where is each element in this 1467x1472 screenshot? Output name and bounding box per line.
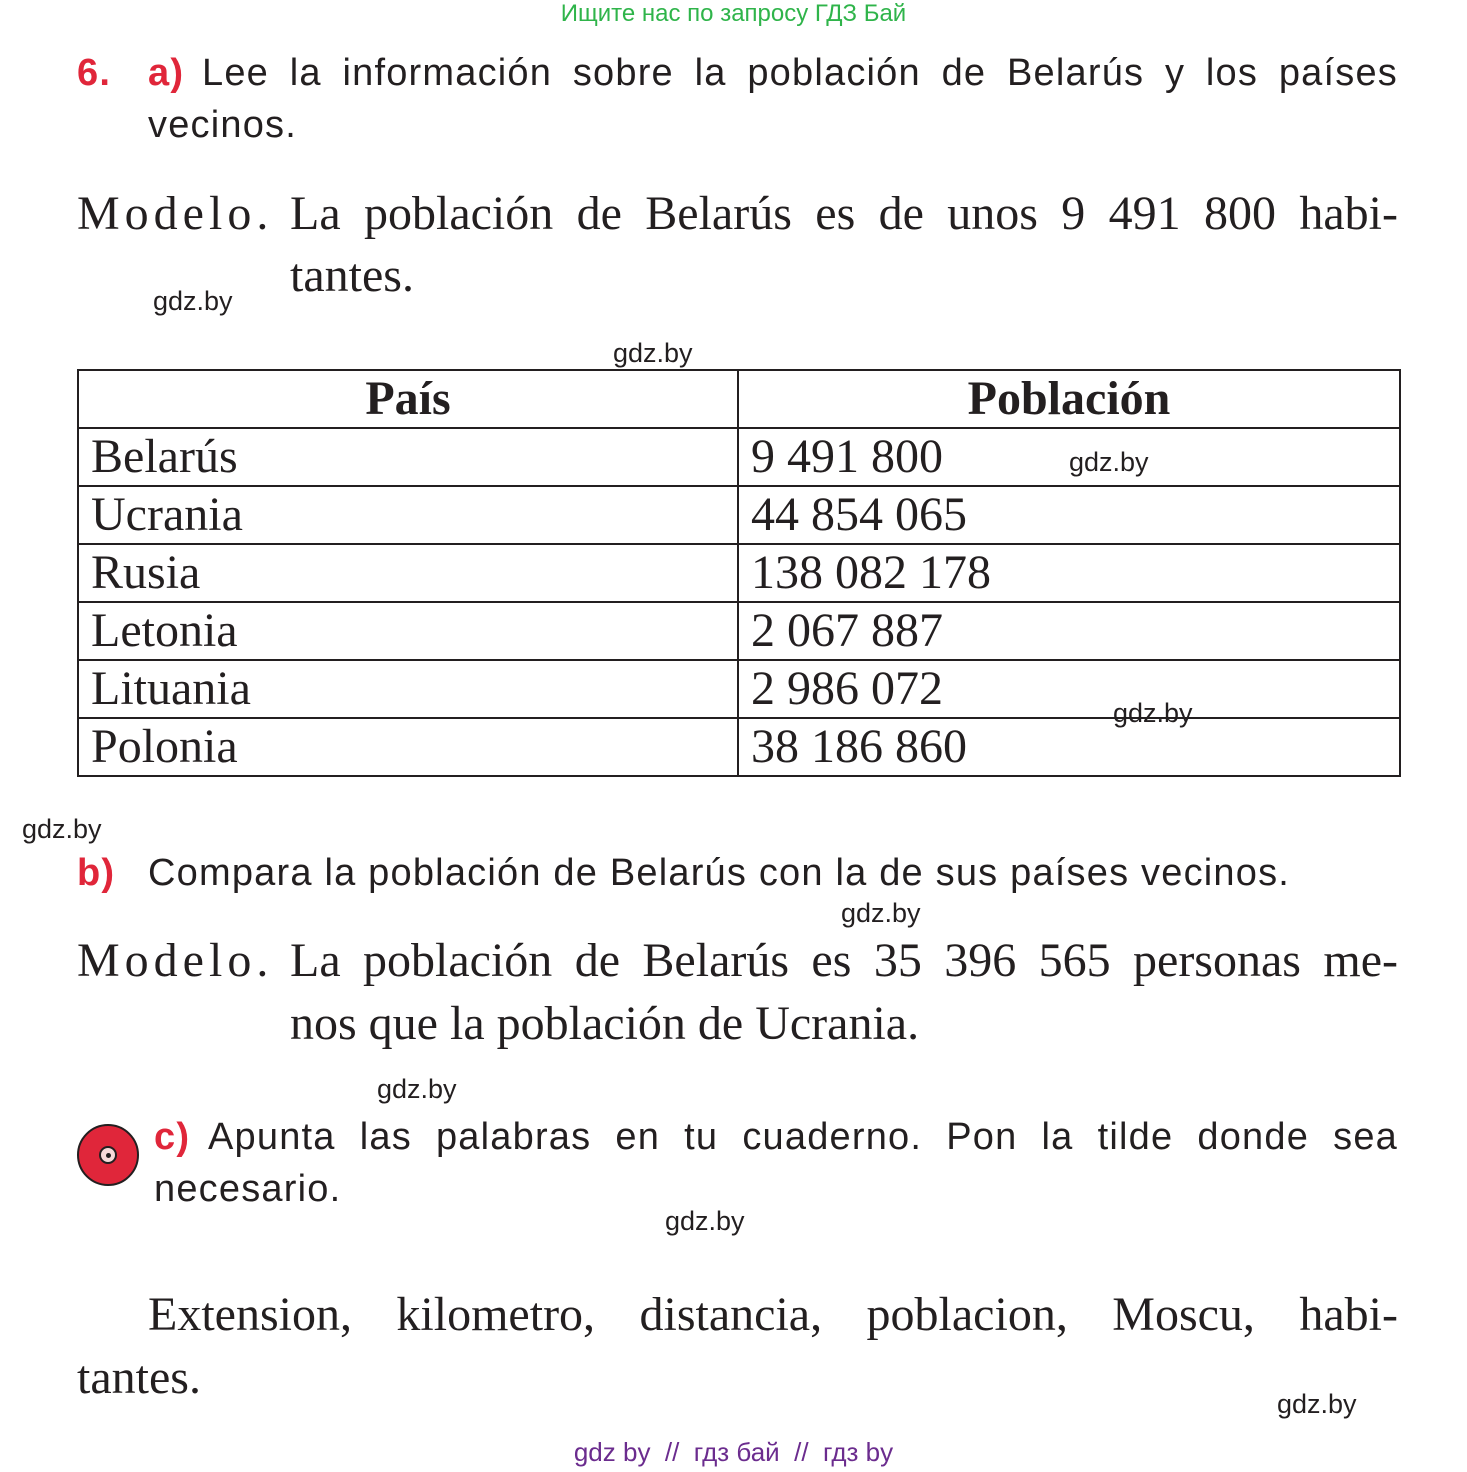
part-c-letter: c) — [154, 1116, 191, 1158]
model-b-line2: nos que la población de Ucrania. — [290, 997, 920, 1050]
country-cell: Ucrania — [78, 486, 738, 544]
model-a-line2: tantes. — [290, 249, 414, 302]
table-row — [78, 602, 1400, 660]
table-row — [78, 486, 1400, 544]
header-population: Población — [738, 370, 1400, 428]
table-header-row — [78, 370, 1400, 428]
table-row — [78, 544, 1400, 602]
population-cell: 138 082 178 — [738, 544, 1400, 602]
watermark: gdz.by — [153, 286, 233, 316]
country-cell: Polonia — [78, 718, 738, 776]
country-cell: Rusia — [78, 544, 738, 602]
part-a-line1: Lee la información sobre la población de Belarús y los países — [202, 52, 1398, 94]
population-cell: 2 986 072 — [738, 660, 1400, 718]
footer-links: gdz by // гдз бай // гдз by — [573, 1437, 894, 1467]
table-row — [78, 660, 1400, 718]
country-cell: Letonia — [78, 602, 738, 660]
part-a-line2: vecinos. — [148, 104, 298, 146]
header-country: País — [78, 370, 738, 428]
words-line1: Extension, kilometro, distancia, poblacion, Moscu, habi- — [148, 1288, 1398, 1341]
population-cell: 38 186 860 — [738, 718, 1400, 776]
model-a-label: Modelo. — [77, 187, 274, 240]
top-banner: Ищите нас по запросу ГДЗ Бай — [560, 0, 907, 27]
watermark: gdz.by — [1113, 698, 1193, 728]
part-b-text: Compara la población de Belarús con la de sus países vecinos. — [148, 852, 1291, 894]
watermark: gdz.by — [377, 1074, 457, 1104]
part-c-line2: necesario. — [154, 1168, 342, 1210]
country-cell: Lituania — [78, 660, 738, 718]
part-a-letter: a) — [148, 52, 185, 94]
country-cell: Belarús — [78, 428, 738, 486]
watermark: gdz.by — [1277, 1389, 1357, 1419]
watermark: gdz.by — [841, 898, 921, 928]
watermark: gdz.by — [22, 814, 102, 844]
exercise-number: 6. — [77, 52, 112, 94]
watermark: gdz.by — [665, 1206, 745, 1236]
population-table — [77, 369, 1401, 777]
model-b-label: Modelo. — [77, 934, 274, 987]
model-b-line1: La población de Belarús es 35 396 565 personas me- — [290, 934, 1398, 987]
part-b-letter: b) — [77, 852, 116, 894]
model-a-line1: La población de Belarús es de unos 9 491 800 habi- — [290, 187, 1398, 240]
table-row — [78, 428, 1400, 486]
table-row — [78, 718, 1400, 776]
population-cell: 44 854 065 — [738, 486, 1400, 544]
part-c-line1: Apunta las palabras en tu cuaderno. Pon la tilde donde sea — [208, 1116, 1398, 1158]
cd-disc-icon — [77, 1124, 139, 1186]
watermark: gdz.by — [1069, 447, 1149, 477]
population-cell: 2 067 887 — [738, 602, 1400, 660]
words-line2: tantes. — [77, 1351, 201, 1404]
watermark: gdz.by — [613, 338, 693, 368]
population-cell: 9 491 800 — [738, 428, 1400, 486]
